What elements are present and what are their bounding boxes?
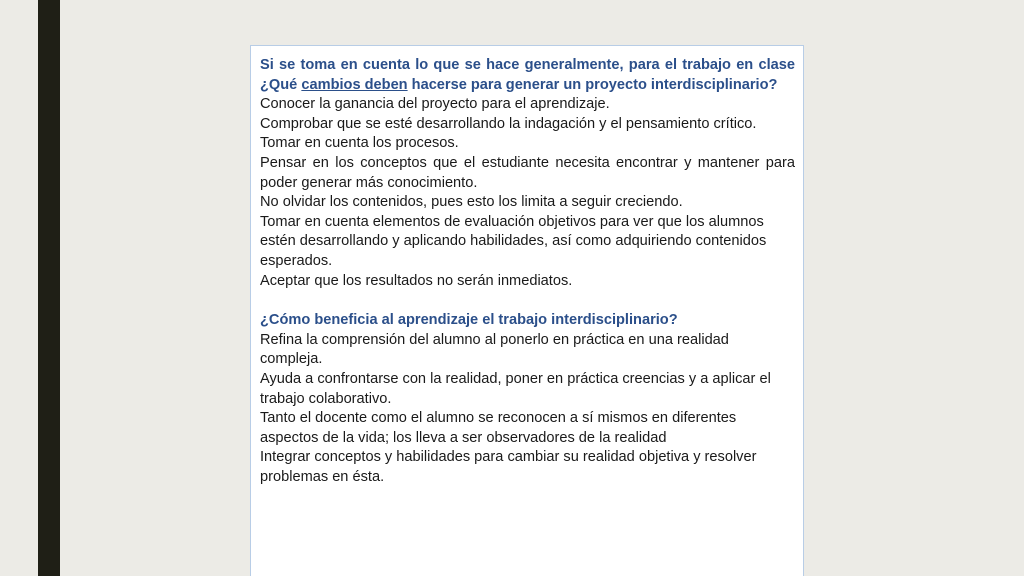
question-changes-part2: hacerse para generar un proyecto interdisciplinario?: [407, 76, 778, 93]
question-changes-part1: Si se toma en cuenta lo que se hace generalmente, para el trabajo en clase ¿Qué: [260, 57, 795, 93]
section-interdisciplinary-changes: [260, 56, 795, 291]
answer-item: Pensar en los conceptos que el estudiante necesita encontrar y mantener para poder generar más conocimiento.: [260, 154, 795, 191]
question-benefits: ¿Cómo beneficia al aprendizaje el trabajo interdisciplinario?: [260, 312, 678, 329]
answer-item: Tomar en cuenta los procesos.: [260, 135, 459, 152]
question-changes: [260, 56, 795, 95]
section-learning-benefits: [260, 311, 795, 487]
answer-item: Aceptar que los resultados no serán inmediatos.: [260, 272, 573, 289]
answer-item: Integrar conceptos y habilidades para cambiar su realidad objetiva y resolver problemas en ésta.: [260, 449, 757, 485]
text-panel: [250, 45, 804, 576]
answer-item: Tanto el docente como el alumno se reconocen a sí mismos en diferentes aspectos de la vida; los lleva a ser observadores de la realidad: [260, 410, 737, 446]
left-accent-bar: [38, 0, 60, 576]
answer-item: Comprobar que se esté desarrollando la indagación y el pensamiento crítico.: [260, 115, 757, 132]
answer-item: Refina la comprensión del alumno al ponerlo en práctica en una realidad compleja.: [260, 331, 729, 368]
question-changes-underlined: cambios deben: [301, 76, 408, 93]
answer-item: Ayuda a confrontarse con la realidad, poner en práctica creencias y a aplicar el trabajo colaborativo.: [260, 370, 771, 407]
answer-item: Tomar en cuenta elementos de evaluación objetivos para ver que los alumnos estén desarrollando y aplicando habilidades, así como adquiriendo contenidos esperados.: [260, 213, 767, 269]
answer-item: No olvidar los contenidos, pues esto los limita a seguir creciendo.: [260, 194, 683, 211]
answer-item: Conocer la ganancia del proyecto para el aprendizaje.: [260, 96, 610, 113]
